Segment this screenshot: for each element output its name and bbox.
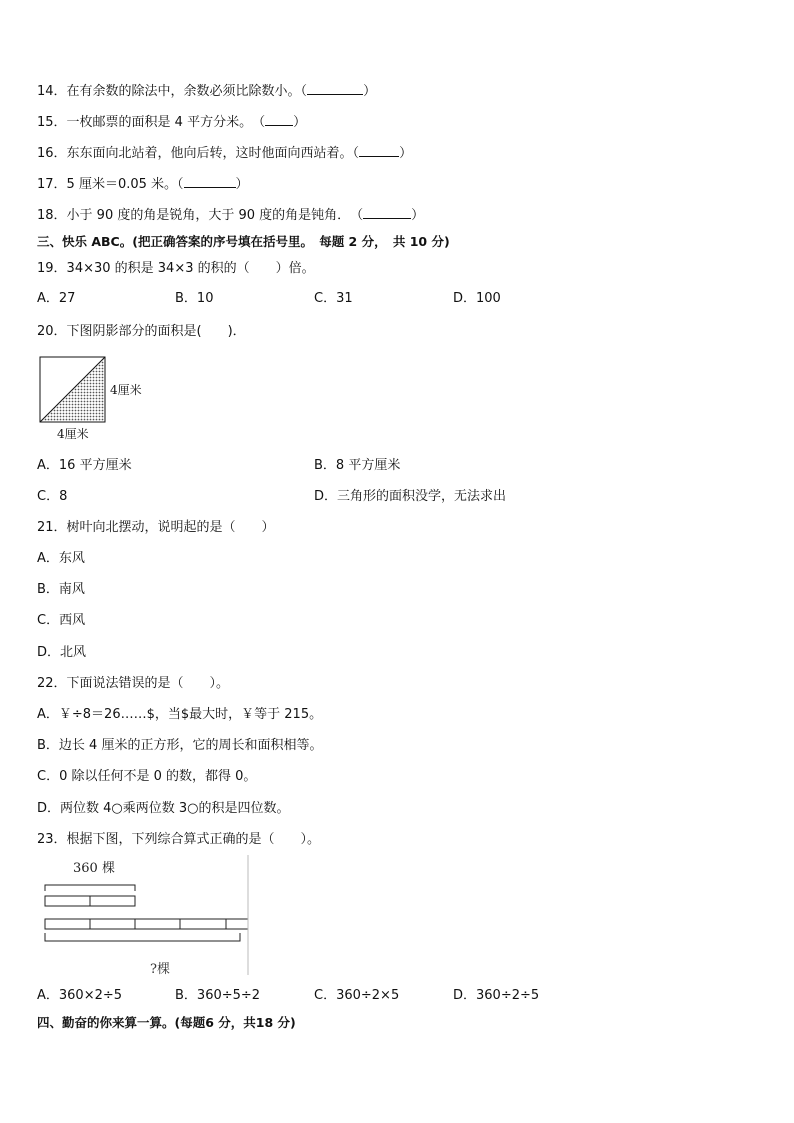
q21-option-c[interactable]: C．西风 [37,613,86,628]
q22-option-b[interactable]: B．边长 4 厘米的正方形，它的周长和面积相等。 [37,738,323,753]
q21-option-d[interactable]: D．北风 [37,645,87,660]
question-text: 5 厘米＝0.05 米。（ [66,177,184,192]
question-number: 18． [37,208,67,223]
bottom-brace-label: ?棵 [150,962,170,977]
q23-option-d[interactable]: D．360÷2÷5 [453,988,540,1003]
q19-option-b[interactable]: B．10 [175,291,214,306]
q23-option-c[interactable]: C．360÷2×5 [314,988,400,1003]
q20-option-d[interactable]: D．三角形的面积没学，无法求出 [314,489,507,504]
bottom-brace [45,933,240,941]
question-21-stem: 21．树叶向北摆动，说明起的是（ ） [37,520,275,535]
shaded-square-figure [35,352,165,444]
section-4-heading: 四、勤奋的你来算一算。(每题6 分，共18 分) [37,1015,296,1030]
question-text: 一枚邮票的面积是 4 平方分米。 （ [66,115,266,130]
q19-option-d[interactable]: D．100 [453,291,501,306]
q20-option-a[interactable]: A．16 平方厘米 [37,458,132,473]
bracket-close: ） [363,84,377,99]
q23-option-b[interactable]: B．360÷5÷2 [175,988,261,1003]
q22-option-d[interactable]: D．两位数 4○乘两位数 3○的积是四位数。 [37,801,290,816]
question-16 [37,144,412,163]
question-18 [37,206,424,225]
q20-option-c[interactable]: C．8 [37,489,68,504]
bracket-close: ） [293,115,307,130]
q19-option-c[interactable]: C．31 [314,291,353,306]
line-segment-diagram [40,855,252,980]
question-17 [37,175,249,194]
top-brace-label: 360 棵 [73,861,115,876]
side-length-label: 4厘米 [110,383,142,397]
question-number: 14． [37,84,67,99]
question-text: 东东面向北站着，他向后转，这时他面向西站着。（ [66,146,360,161]
question-19-stem: 19．34×30 的积是 34×3 的积的（ ）倍。 [37,261,315,276]
question-number: 16． [37,146,67,161]
q21-option-b[interactable]: B．南风 [37,582,85,597]
question-number: 15． [37,115,67,130]
top-brace [45,885,135,891]
bracket-close: ） [399,146,413,161]
question-number: 17． [37,177,67,192]
bracket-close: ） [235,177,249,192]
q23-option-a[interactable]: A．360×2÷5 [37,988,123,1003]
q19-option-a[interactable]: A．27 [37,291,76,306]
question-15 [37,113,306,132]
q20-option-b[interactable]: B．8 平方厘米 [314,458,401,473]
q22-option-c[interactable]: C．0 除以任何不是 0 的数，都得 0。 [37,769,257,784]
question-14 [37,82,376,101]
answer-blank[interactable] [307,82,363,95]
question-20-stem: 20．下图阴影部分的面积是( )． [37,324,246,339]
answer-blank[interactable] [184,175,236,188]
section-3-heading: 三、快乐 ABC。(把正确答案的序号填在括号里。 每题 2 分， 共 10 分) [37,234,450,249]
q22-option-a[interactable]: A．￥÷8＝26……$，当$最大时，￥等于 215。 [37,707,323,722]
q21-option-a[interactable]: A．东风 [37,551,85,566]
answer-blank[interactable] [359,144,399,157]
answer-blank[interactable] [363,206,411,219]
question-text: 小于 90 度的角是锐角，大于 90 度的角是钝角． （ [66,208,364,223]
question-22-stem: 22．下面说法错误的是（ ）。 [37,676,230,691]
question-text: 在有余数的除法中，余数必须比除数小。（ [66,84,308,99]
bracket-close: ） [411,208,425,223]
bottom-bar [45,919,248,929]
question-23-stem: 23．根据下图，下列综合算式正确的是（ ）。 [37,832,321,847]
answer-blank[interactable] [265,113,293,126]
bottom-length-label: 4厘米 [57,427,89,441]
